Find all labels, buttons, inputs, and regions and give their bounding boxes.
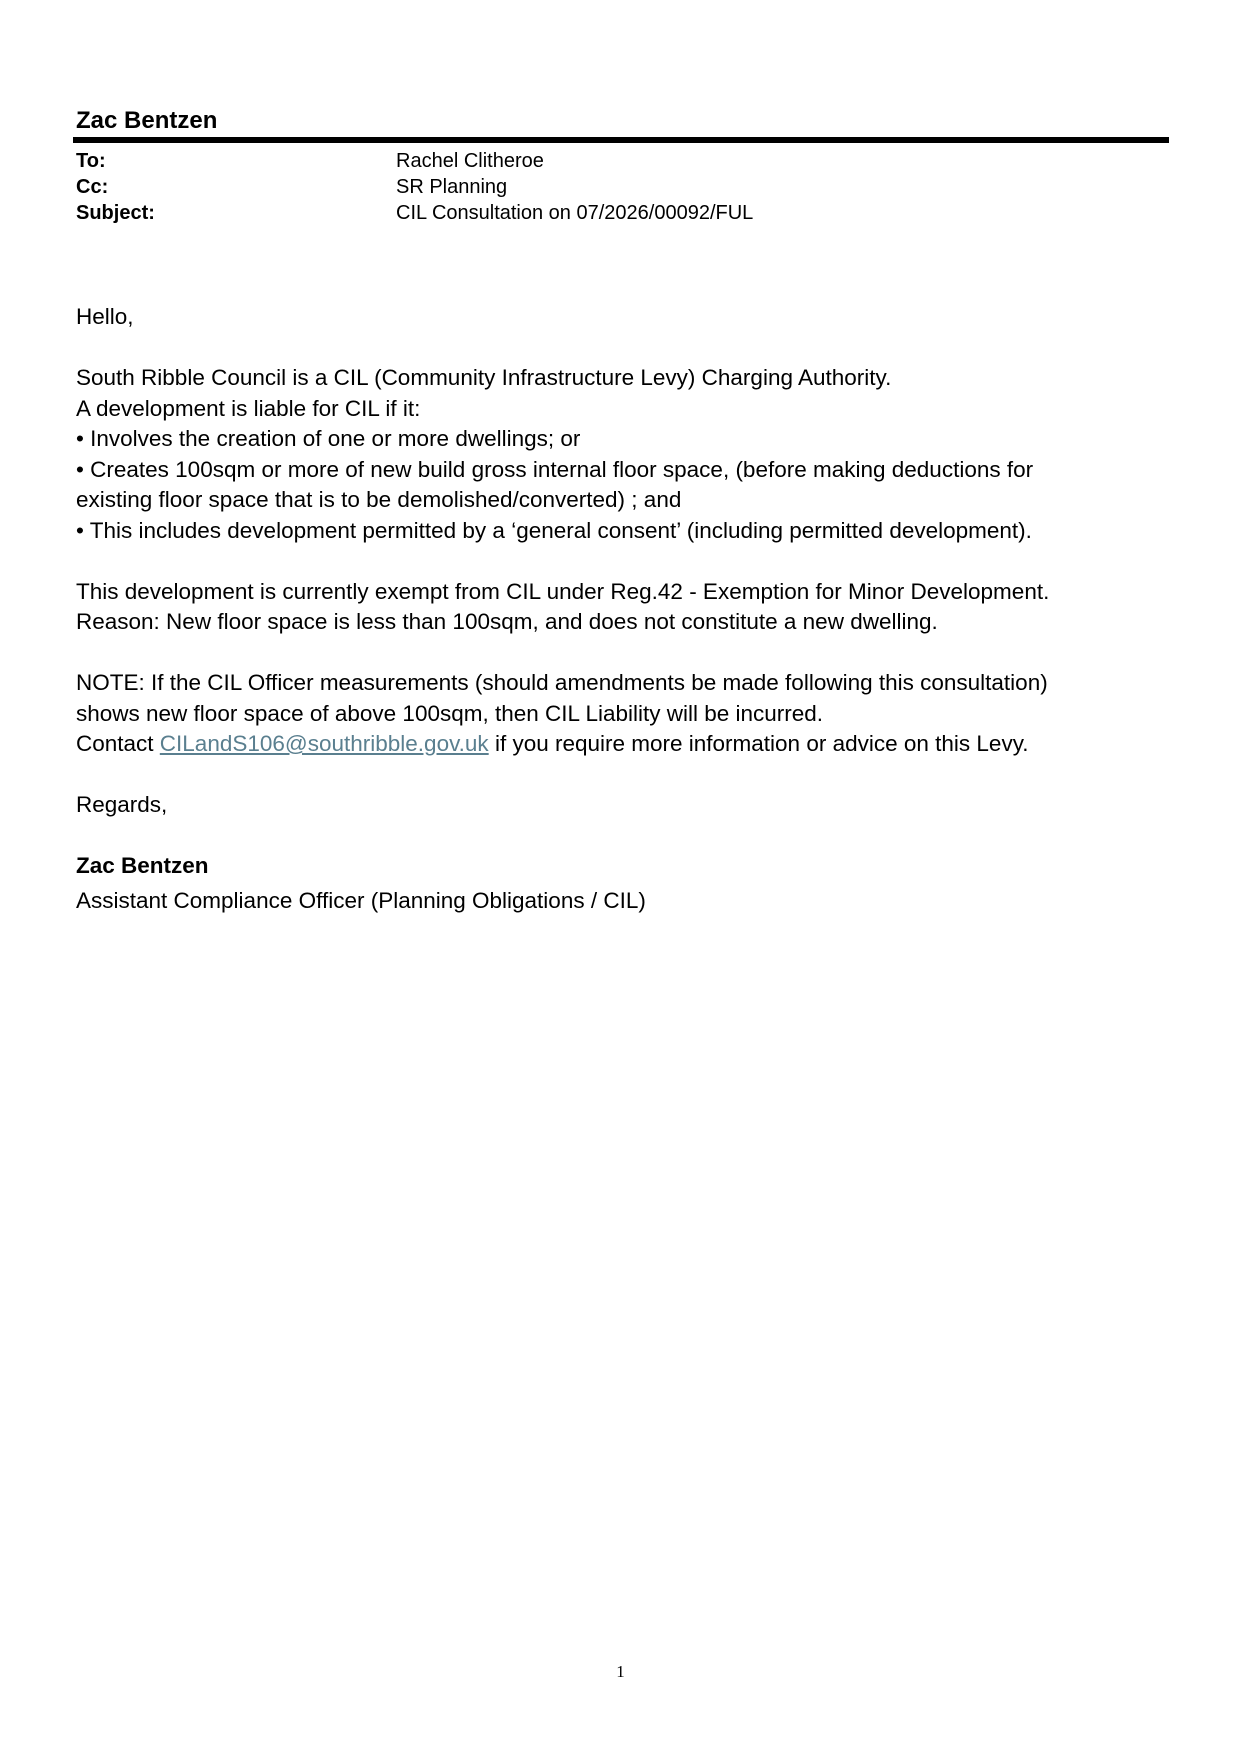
greeting: Hello, <box>76 304 134 329</box>
signature-title: Assistant Compliance Officer (Planning Obligations / CIL) <box>76 887 646 913</box>
page-number: 1 <box>616 1662 625 1681</box>
email-body <box>76 302 1166 916</box>
exemption-line: This development is currently exempt from CIL under Reg.42 - Exemption for Minor Development. <box>76 578 1050 604</box>
note-line-1: NOTE: If the CIL Officer measurements (should amendments be made following this consultation) <box>76 670 1048 695</box>
intro-line-2: A development is liable for CIL if it: <box>76 395 421 421</box>
signature-name: Zac Bentzen <box>76 853 209 878</box>
closing: Regards, <box>76 792 168 817</box>
contact-suffix: if you require more information or advice on this Levy. <box>488 731 1029 756</box>
bullet-floor-space-line-1: • Creates 100sqm or more of new build gross internal floor space, (before making deductions for <box>76 456 1034 482</box>
header-divider <box>73 137 1169 143</box>
contact-line <box>76 729 1166 760</box>
note-line-2: shows new floor space of above 100sqm, then CIL Liability will be incurred. <box>76 700 824 726</box>
cc-value: SR Planning <box>396 176 508 198</box>
subject-label: Subject: <box>76 202 155 224</box>
bullet-dwellings: • Involves the creation of one or more dwellings; or <box>76 426 581 451</box>
to-label: To: <box>76 150 106 172</box>
contact-prefix: Contact <box>76 731 160 756</box>
subject-value: CIL Consultation on 07/2026/00092/FUL <box>396 202 754 224</box>
cc-label: Cc: <box>76 176 109 198</box>
exemption-reason: Reason: New floor space is less than 100sqm, and does not constitute a new dwelling. <box>76 609 938 634</box>
bullet-floor-space-line-2: existing floor space that is to be demolished/converted) ; and <box>76 487 682 512</box>
bullet-general-consent: • This includes development permitted by a ‘general consent’ (including permitted development). <box>76 517 1032 543</box>
to-value: Rachel Clitheroe <box>396 150 544 172</box>
sender-name: Zac Bentzen <box>76 107 218 134</box>
contact-email-link[interactable]: CILandS106@southribble.gov.uk <box>159 731 489 756</box>
intro-line-1: South Ribble Council is a CIL (Community Infrastructure Levy) Charging Authority. <box>76 365 892 390</box>
